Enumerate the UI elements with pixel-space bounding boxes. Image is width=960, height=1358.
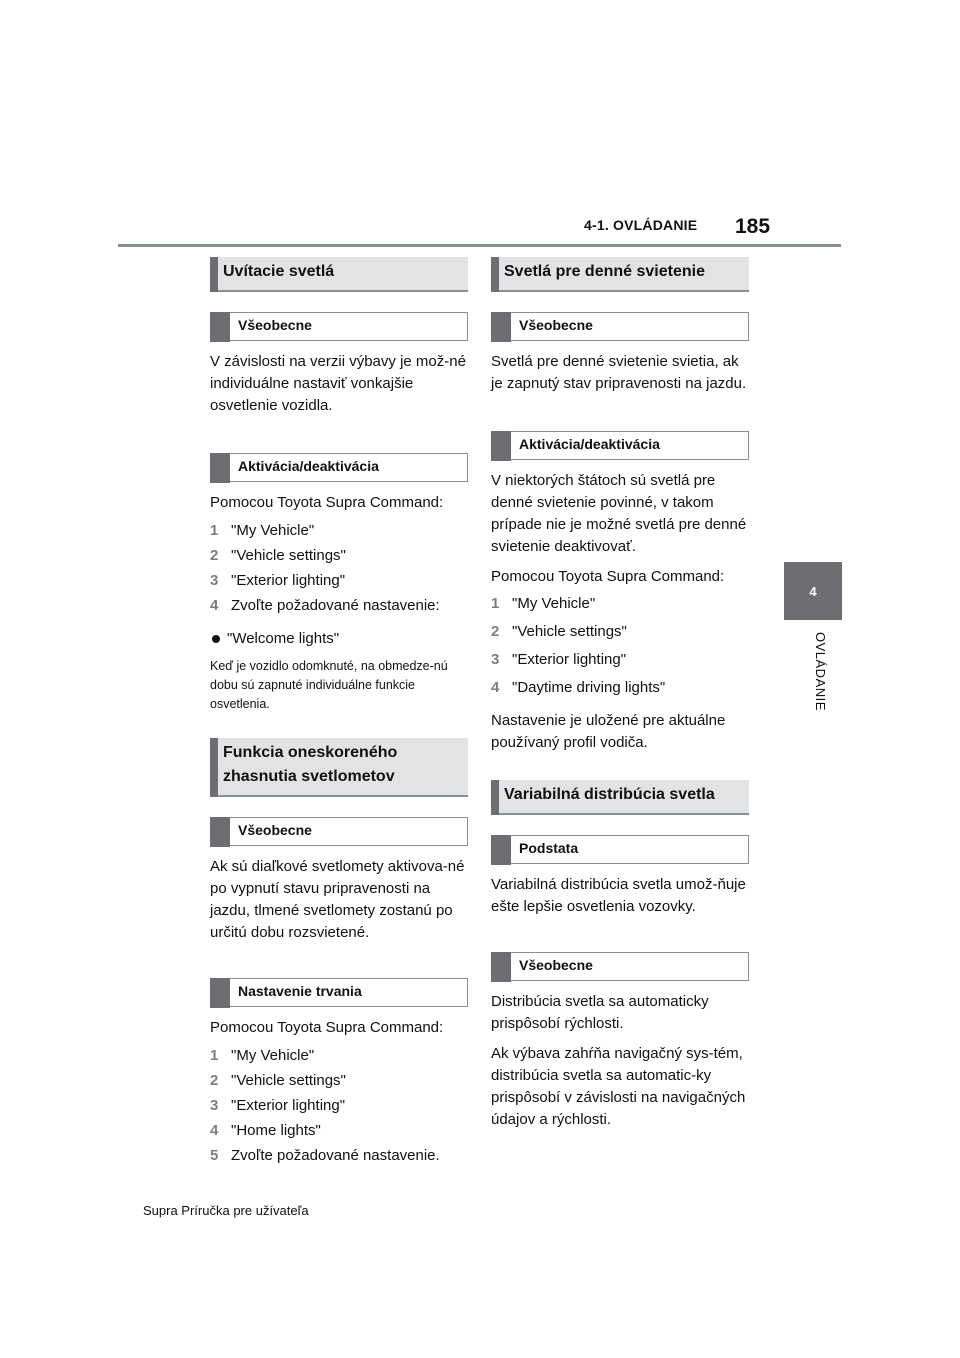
subheading-general: Všeobecne — [210, 312, 468, 341]
subheading-general: Všeobecne — [491, 952, 749, 981]
step-text: "My Vehicle" — [231, 522, 315, 539]
subheading-general: Všeobecne — [491, 312, 749, 341]
step-number: 2 — [210, 547, 219, 564]
left-column — [210, 257, 468, 1176]
list-item — [210, 1118, 468, 1143]
subheading-duration: Nastavenie trvania — [210, 978, 468, 1007]
list-item — [210, 1093, 468, 1118]
step-number: 3 — [210, 572, 219, 589]
chapter-label: OVLÁDANIE — [813, 632, 828, 711]
step-text: "Vehicle settings" — [512, 623, 627, 640]
paragraph: Svetlá pre denné svietenie svietia, ak je zapnutý stav pripravenosti na jazdu. — [491, 353, 747, 392]
list-item — [210, 1143, 468, 1168]
list-item — [491, 646, 749, 674]
step-number: 1 — [491, 595, 500, 612]
step-text: "Exterior lighting" — [231, 572, 346, 589]
step-text: "My Vehicle" — [231, 1047, 315, 1064]
paragraph: Distribúcia svetla sa automaticky prispôsobí rýchlosti. — [491, 993, 709, 1032]
subheading-general: Všeobecne — [210, 817, 468, 846]
heading-variable-light-distribution: Variabilná distribúcia svetla — [491, 780, 749, 815]
header-divider — [118, 244, 841, 247]
chapter-tab — [784, 562, 842, 620]
step-text: "Home lights" — [231, 1122, 321, 1139]
note-text: Keď je vozidlo odomknuté, na obmedze-nú dobu sú zapnuté individuálne funkcie osvetlenia. — [210, 659, 448, 711]
step-number: 3 — [491, 651, 500, 668]
steps-list — [210, 518, 468, 618]
step-text: "Exterior lighting" — [231, 1097, 346, 1114]
paragraph: Pomocou Toyota Supra Command: — [491, 568, 725, 585]
step-text: "Vehicle settings" — [231, 547, 346, 564]
step-text: "Daytime driving lights" — [512, 679, 666, 696]
paragraph: Variabilná distribúcia svetla umož-ňuje ešte lepšie osvetlenia vozovky. — [491, 876, 746, 915]
steps-list — [491, 590, 749, 702]
step-number: 2 — [491, 623, 500, 640]
step-text: "Exterior lighting" — [512, 651, 627, 668]
step-number: 4 — [210, 1122, 219, 1139]
step-text: Zvoľte požadované nastavenie. — [231, 1147, 440, 1164]
list-item — [210, 543, 468, 568]
step-number: 1 — [210, 522, 219, 539]
list-item — [491, 674, 749, 702]
bullet-text: "Welcome lights" — [227, 630, 340, 647]
list-item — [210, 1043, 468, 1068]
step-number: 4 — [491, 679, 500, 696]
bullet-dot-icon — [212, 635, 220, 643]
right-column — [491, 257, 749, 1139]
subheading-activation: Aktivácia/deaktivácia — [210, 453, 468, 482]
page-number: 185 — [735, 215, 771, 238]
steps-list — [210, 1043, 468, 1168]
step-number: 2 — [210, 1072, 219, 1089]
step-number: 1 — [210, 1047, 219, 1064]
heading-daytime-running-lights: Svetlá pre denné svietenie — [491, 257, 749, 292]
step-number: 4 — [210, 597, 219, 614]
subheading-activation: Aktivácia/deaktivácia — [491, 431, 749, 460]
paragraph: Pomocou Toyota Supra Command: — [210, 1019, 444, 1036]
list-item — [210, 593, 468, 618]
subheading-principle: Podstata — [491, 835, 749, 864]
list-item — [210, 1068, 468, 1093]
bullet-item — [210, 626, 468, 651]
step-number: 3 — [210, 1097, 219, 1114]
paragraph: V závislosti na verzii výbavy je mož-né individuálne nastaviť vonkajšie osvetlenie vozidla. — [210, 353, 466, 414]
heading-delay-function: Funkcia oneskoreného zhasnutia svetlometov — [210, 738, 468, 797]
paragraph: Nastavenie je uložené pre aktuálne používaný profil vodiča. — [491, 712, 726, 751]
footer-text: Supra Príručka pre užívateľa — [143, 1203, 309, 1218]
list-item — [491, 618, 749, 646]
step-number: 5 — [210, 1147, 219, 1164]
paragraph: V niektorých štátoch sú svetlá pre denné svietenie povinné, v takom prípade nie je možné svetlá pre denné svietenie deaktivovať. — [491, 472, 747, 555]
heading-welcome-lights: Uvítacie svetlá — [210, 257, 468, 292]
paragraph: Ak sú diaľkové svetlomety aktivova-né po vypnutí stavu pripravenosti na jazdu, tlmené svetlomety zostanú po určitú dobu rozsvietené. — [210, 858, 465, 941]
step-text: Zvoľte požadované nastavenie: — [231, 597, 440, 614]
step-text: "Vehicle settings" — [231, 1072, 346, 1089]
step-text: "My Vehicle" — [512, 595, 596, 612]
paragraph: Ak výbava zahŕňa navigačný sys-tém, distribúcia svetla sa automatic-ky prispôsobí v závislosti na navigačných údajov a rýchlosti. — [491, 1045, 746, 1128]
list-item — [210, 568, 468, 593]
chapter-number: 4 — [809, 583, 817, 599]
list-item — [210, 518, 468, 543]
section-title: 4-1. OVLÁDANIE — [584, 217, 698, 233]
list-item — [491, 590, 749, 618]
paragraph: Pomocou Toyota Supra Command: — [210, 494, 444, 511]
